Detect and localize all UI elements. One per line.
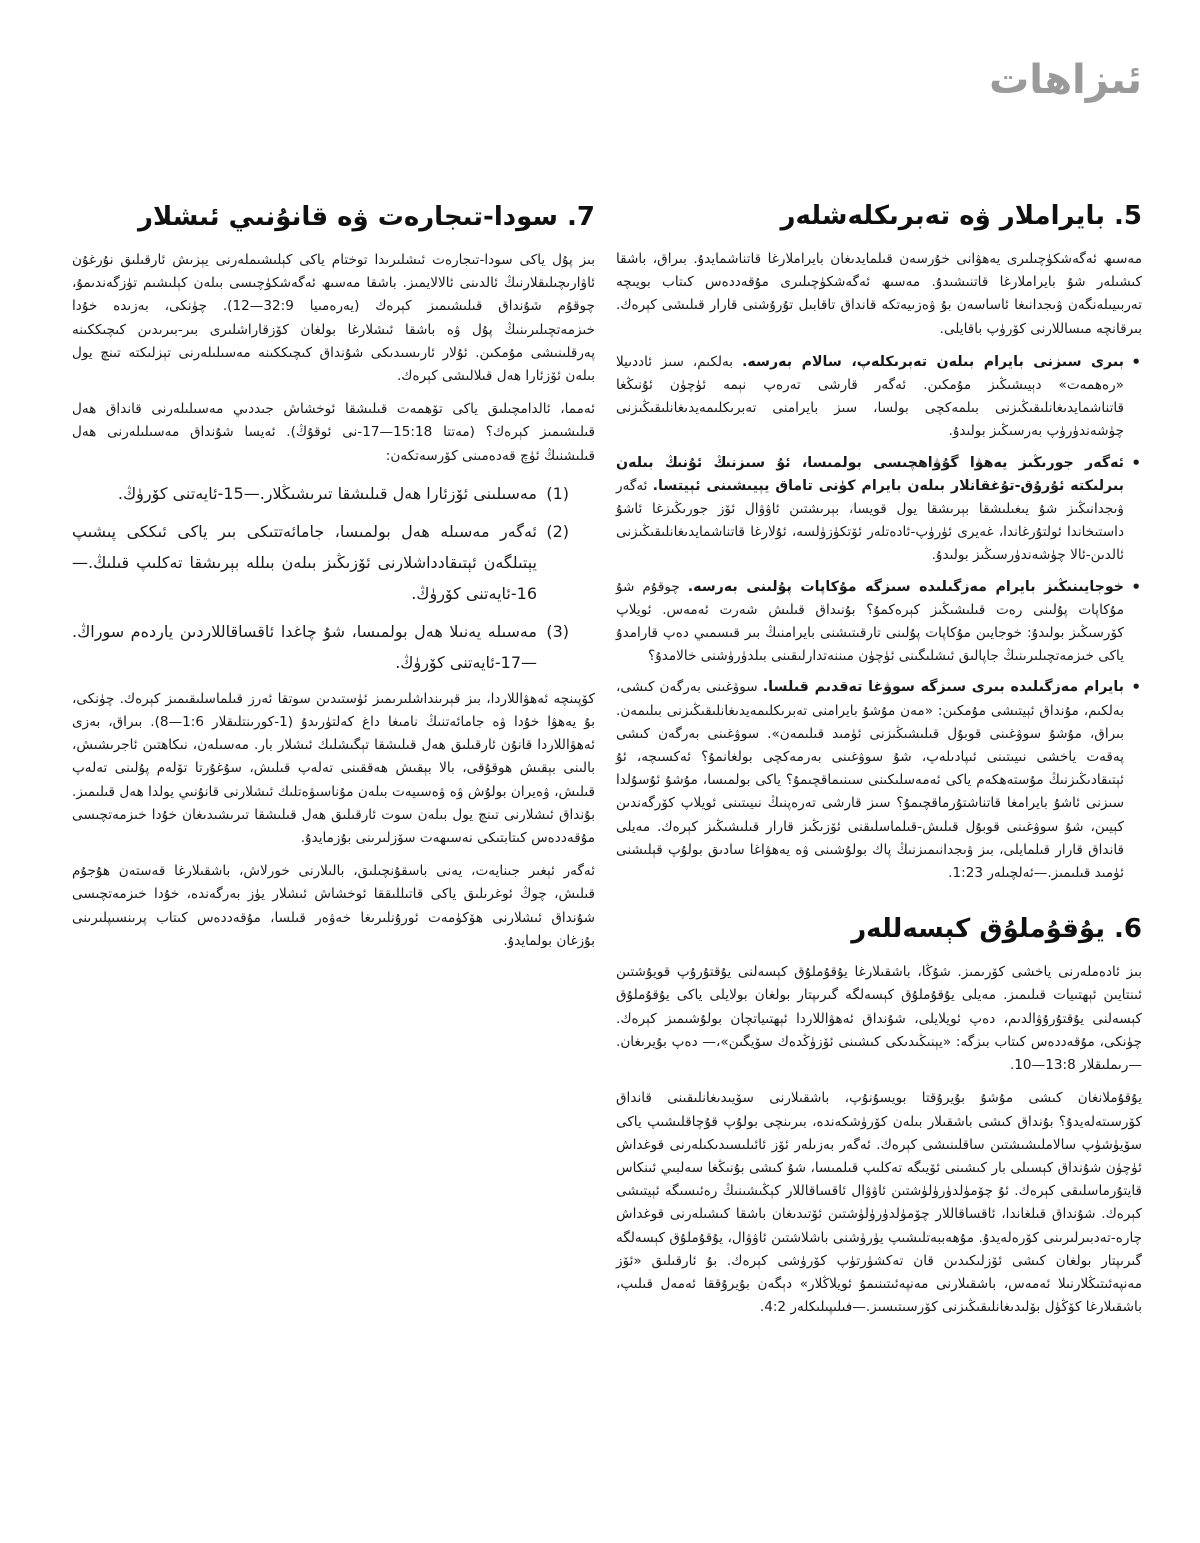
bullet-lead: بايرام مەزگىلىدە بىرى سىزگە سوۋغا تەقدىم قىلسا. [762, 679, 1125, 696]
section-6-paragraph: يۇقۇملانغان كىشى مۇشۇ بۇيرۇقتا بويسۇنۇپ، باشقىلارنى سۆيىدىغانلىقىنى قانداق كۆرسىتەلەيدۇ؟ بۇنداق كىشى باشقىلار بىلەن كۆرۈشكەندە، بىرىنچى بولۇپ قۇچاقلىشىپ ياكى سۆيۈشۈپ سالاملىشىشتىن ساقلىنىشى كېرەك. ئەگەر بەزىلەر ئۆز ئائىلىسىدىكىلەرنى قوغداش ئۈچۈن شۇنداق كېسىلى بار كىشىنى ئۆيىگە تەكلىپ قىلمىسا، شۇ كىشى بۇنىڭغا سەلبىي ئىنكاس قايتۇرماسلىقى كېرەك. ئۇ چۆمۈلدۈرۈلۈشتىن ئاۋۋال ئاقساقاللار كېڭىشىنىڭ رەئىسىگە ئېيتىشى كېرەك. شۇنداق قىلغاندا، ئاقساقاللار چۆمۈلدۈرۈلۈشتىن ئۆتىدىغان باشقا كىشىلەرنى قوغداش چارە-تەدبىرلىرىنى كۆرەلەيدۇ. مۇھەببەتلىشىپ يۈرۈشنى باشلاشتىن ئاۋۋال، يۇقۇملۇق كېسەلگە گىرىپتار بولغان كىشى ئۆزلىكىدىن قان تەكشۈرتۈپ كۆرۈشى كېرەك. بۇ ئارقىلىق «ئۆز مەنپەئىتىڭلارنىلا ئەمەس، باشقىلارنى مەنپەئىتىنىمۇ ئويلاڭلار» دېگەن بۇيرۇققا ئەمەل قىلىپ، باشقىلارغا كۆڭۈل بۆلىدىغانلىقىڭىزنى كۆرسىتىسىز.—فىلىپىلىكلەر 4:2. [616, 1090, 1142, 1316]
section-5-intro: مەسىھ ئەگەشكۈچىلىرى يەھۋانى خۇرسەن قىلمايدىغان بايراملارغا قاتناشمايدۇ. بىراق، باشقا كىشىلەر شۇ بايراملارغا قاتنىشىدۇ. مەسىھ ئەگەشكۈچىلىرى مۇقەددەس كىتاب بويىچە تەربىيىلەنگەن ۋىجدانىغا ئاساسەن بۇ ۋەزىيەتكە قانداق تاقابىل تۇرۇشنى قارار قىلىشى كېرەك. بىرقانچە مىساللارنى كۆرۈپ باقايلى. [616, 251, 1142, 337]
bullet-lead: ئەگەر جورىڭىز يەھۋا گۇۋاھچىسى بولمىسا، ئۇ سىزنىڭ ئۇنىڭ بىلەن بىرلىكتە ئۇرۇق-تۇغقانلار بىلەن بايرام كۈنى تاماق يېيىشىنى ئېيتسا. [616, 454, 1124, 494]
bullet-text: ئەگەر ۋىجدانىڭىز شۇ يىغىلىشقا بېرىشقا يول قويسا، بېرىشتىن ئاۋۋال ئۆز جورىڭىزغا ئاشۇ داستىخاندا ئولتۇرغاندا، غەيرى ئۈرۈپ-ئادەتلەر ئۆتكۈزۈلسە، ئۇلارغا قاتناشمايدىغانلىقىڭىزنى ئالدىن-ئالا چۈشەندۈرسىڭىز بولىدۇ. [616, 477, 1124, 564]
bullet-item [616, 576, 1141, 669]
section-7-paragraph: ئەمما، ئالدامچىلىق ياكى تۆھمەت قىلىشقا ئوخشاش جىددىي مەسىلىلەرنى قانداق ھەل قىلىشىمىز كېرەك؟ (مەتتا 15:18—17-نى ئوقۇڭ). ئەيسا شۇنداق مەسىلىلەرنى ھەل قىلىشنىڭ ئۈچ قەدەمىنى كۆرسەتكەن: [72, 401, 595, 464]
section-5-title: 5. بايراملار ۋە تەبرىكلەشلەر [780, 201, 1142, 231]
step-item [72, 478, 569, 509]
bullet-dot: • [1131, 453, 1141, 472]
bullet-dot: • [1131, 678, 1141, 697]
step-number: (2) [546, 521, 569, 541]
step-item [72, 616, 569, 678]
bullet-text: سوۋغىنى بەرگەن كىشى، بەلكىم، مۇنداق ئېيتىشى مۇمكىن: «مەن مۇشۇ بايرامنى تەبرىكلىمەيدىغانلىقىڭىزنى بىلىمەن. بىراق، مۇشۇ سوۋغىنى قوبۇل قىلىشىڭىزنى ئۈمىد قىلىمەن». سوۋغىنى بەرگەن كىشى پەقەت ياخشى نىيىتىنى ئىپادىلەپ، شۇ سوۋغىنى بەرمەكچى بولغانمۇ؟ ئەكسىچە، ئۇ ئېتىقادىڭىزنىڭ مۇستەھكەم ياكى ئەمەسلىكىنى سىنىماقچىمۇ؟ ياكى بولمىسا، مۇشۇ ئۇسۇلدا سىزنى ئاشۇ بايرامغا قاتناشتۇرماقچىمۇ؟ سىز قارشى تەرەپنىڭ نىيىتىنى ئويلاپ كۆرگەندىن كېيىن، شۇ سوۋغىنى قوبۇل قىلىش-قىلماسلىقنى ئۆزىڭىز قارار قىلىشىڭىز كېرەك. مەيلى قانداق قارار قىلمايلى، بىز ۋىجدانىمىزنىڭ پاك بولۇشىنى ۋە يەھۋاغا سادىق بولۇپ قېلىشنى ئۈمىد قىلىمىز.—ئەلچىلەر 1:23. [616, 679, 1124, 882]
bullet-lead: بىرى سىزنى بايرام بىلەن تەبرىكلەپ، سالام بەرسە. [742, 353, 1125, 370]
page-header-title: ئىزاھات [989, 57, 1142, 103]
bullet-lead: خوجايىنىڭىز بايرام مەزگىلىدە سىزگە مۇكاپات پۇلىنى بەرسە. [687, 578, 1125, 595]
bullet-item [616, 351, 1141, 444]
bullet-item [616, 452, 1141, 568]
bullet-dot: • [1131, 352, 1141, 371]
step-number: (3) [546, 621, 569, 641]
section-5-bullet-list [616, 351, 1142, 885]
section-6-paragraph: بىز ئادەملەرنى ياخشى كۆرىمىز. شۇڭا، باشقىلارغا يۇقۇملۇق كېسەلنى يۇقتۇرۇپ قويۇشتىن ئىنتايىن ئېھتىيات قىلىمىز. مەيلى يۇقۇملۇق كېسەلگە گىرىپتار بولغان بولايلى ياكى يۇقۇملۇق كېسەلنى يۇقتۇرۇۋالدىم، دەپ ئويلايلى، شۇنداق ئەھۋاللاردا ئېھتىياتچان بولۇشىمىز كېرەك. چۈنكى، مۇقەددەس كىتاب بىزگە: «يېنىڭىدىكى كىشىنى ئۆزۈڭدەك سۆيگىن»،— دەپ بۇيرىغان.—رىملىقلار 13:8—10. [616, 964, 1142, 1074]
section-6-title: 6. يۇقۇملۇق كېسەللەر [851, 914, 1142, 945]
step-number: (1) [546, 483, 569, 503]
section-7-title: 7. سودا-تىجارەت ۋە قانۇنىي ئىشلار [138, 202, 595, 232]
bullet-dot: • [1131, 577, 1141, 596]
bullet-item [616, 676, 1141, 885]
step-text: ئەگەر مەسىلە ھەل بولمىسا، جامائەتتىكى بىر ياكى ئىككى پىشىپ يېتىلگەن ئېتىقادداشلارنى ئۆزىڭىز بىلەن بىللە بېرىشقا تەكلىپ قىلىڭ.—16-ئايەتنى كۆرۈڭ. [72, 521, 537, 603]
section-7-paragraph: ئەگەر ئېغىر جىنايەت، يەنى باسقۇنچىلىق، بالىلارنى خورلاش، باشقىلارغا قەستەن ھۇجۇم قىلىش، چوڭ ئوغرىلىق ياكى قاتىللىققا ئوخشاش ئىشلار يۈز بەرگەندە، خۇدا خىزمەتچىسى شۇنداق ئىشلارنى ھۆكۈمەت ئورۇنلىرىغا خەۋەر قىلسا، مۇقەددەس كىتاب پرىنسىپلىرىنى بۇزغان بولمايدۇ. [72, 863, 595, 949]
left-column [72, 197, 595, 963]
step-text: مەسىلىنى ئۆزئارا ھەل قىلىشقا تىرىشىڭلار.—15-ئايەتنى كۆرۈڭ. [117, 483, 537, 503]
section-7-paragraph: كۆپىنچە ئەھۋاللاردا، بىز قېرىنداشلىرىمىز ئۈستىدىن سوتقا ئەرز قىلماسلىقىمىز كېرەك. چۈنكى، بۇ يەھۋا خۇدا ۋە جامائەتنىڭ نامىغا داغ كەلتۈرىدۇ (1-كورىنتلىقلار 1:6—8). بىراق، بەزى ئەھۋاللاردا قانۇن ئارقىلىق ھەل قىلىشقا تېگىشلىك ئىشلار بار. مەسىلەن، نىكاھتىن ئاجرىشىش، بالىنى بېقىش ھوقۇقى، بالا بېقىش ھەققىنى تەلەپ قىلىش، سۇغۇرتا تۆلەم پۇلىنى تەلەپ قىلىش، ۋەيران بولۇش ۋە ۋەسىيەت بىلەن مۇناسىۋەتلىك ئىشلارنى قانۇنىي يولدا ھەل قىلىمىز. بۇنداق ئىشلارنى تىنچ يول بىلەن سوت ئارقىلىق ھەل قىلىشقا تىرىشىدىغان خۇدا خىزمەتچىسى مۇقەددەس كىتابتىكى نەسىھەت سۆزلىرىنى بۇزمايدۇ. [72, 690, 595, 847]
right-column [616, 196, 1142, 1329]
section-7-steps [72, 478, 595, 678]
step-text: مەسىلە يەنىلا ھەل بولمىسا، شۇ چاغدا ئاقساقاللاردىن ياردەم سوراڭ.—17-ئايەتنى كۆرۈڭ. [72, 621, 537, 672]
section-7-paragraph: بىز پۇل ياكى سودا-تىجارەت ئىشلىرىدا توختام ياكى كېلىشىملەرنى يېزىش ئارقىلىق نۇرغۇن ئاۋارىچىلىقلارنىڭ ئالدىنى ئالالايمىز. باشقا مەسىھ ئەگەشكۈچىسى بىلەن كېلىشىم تۈزگەندىمۇ، چوقۇم شۇنداق قىلىشىمىز كېرەك (يەرەمىيا 32:9—12). چۈنكى، بەزىدە خۇدا خىزمەتچىلىرىنىڭ پۇل ۋە باشقا ئىشلارغا بولغان كۆزقاراشلىرى بىر-بىرىدىن كىچىككىنە پەرقلىنىشى مۇمكىن. ئۇلار ئارىسىدىكى شۇنداق كىچىككىنە مەسىلىلەرنى تېزلىكتە تىنچ يول بىلەن ئۆزئارا ھەل قىلالىشى كېرەك. [72, 252, 595, 385]
bullet-text: بەلكىم، سىز ئاددىيلا «رەھمەت» دېيىشىڭىز مۇمكىن. ئەگەر قارشى تەرەپ نېمە ئۈچۈن ئۇنىڭغا قاتناشمايدىغانلىقىڭىزنى بىلمەكچى بولسا، سىز بايرامنى تەبرىكلىمەيدىغانلىقىڭىزنى چۈشەندۈرۈپ بەرسىڭىز بولىدۇ. [616, 353, 1124, 440]
step-item [72, 516, 569, 609]
bullet-text: چوقۇم شۇ مۇكاپات پۇلىنى رەت قىلىشىڭىز كېرەكمۇ؟ بۇنىداق قىلىش شەرت ئەمەس. ئويلاپ كۆرسىڭىز بولىدۇ: خوجايىن مۇكاپات پۇلىنى تارقىتىشنى بايرامنىڭ بىر قىسمىي دەپ قارامدۇ ياكى خىزمەتچىلىرىنىڭ جاپالىق ئىشلىگىنى ئۈچۈن مىننەتدارلىقىنى بىلدۈرۈشنى خالامدۇ؟ [616, 578, 1124, 665]
